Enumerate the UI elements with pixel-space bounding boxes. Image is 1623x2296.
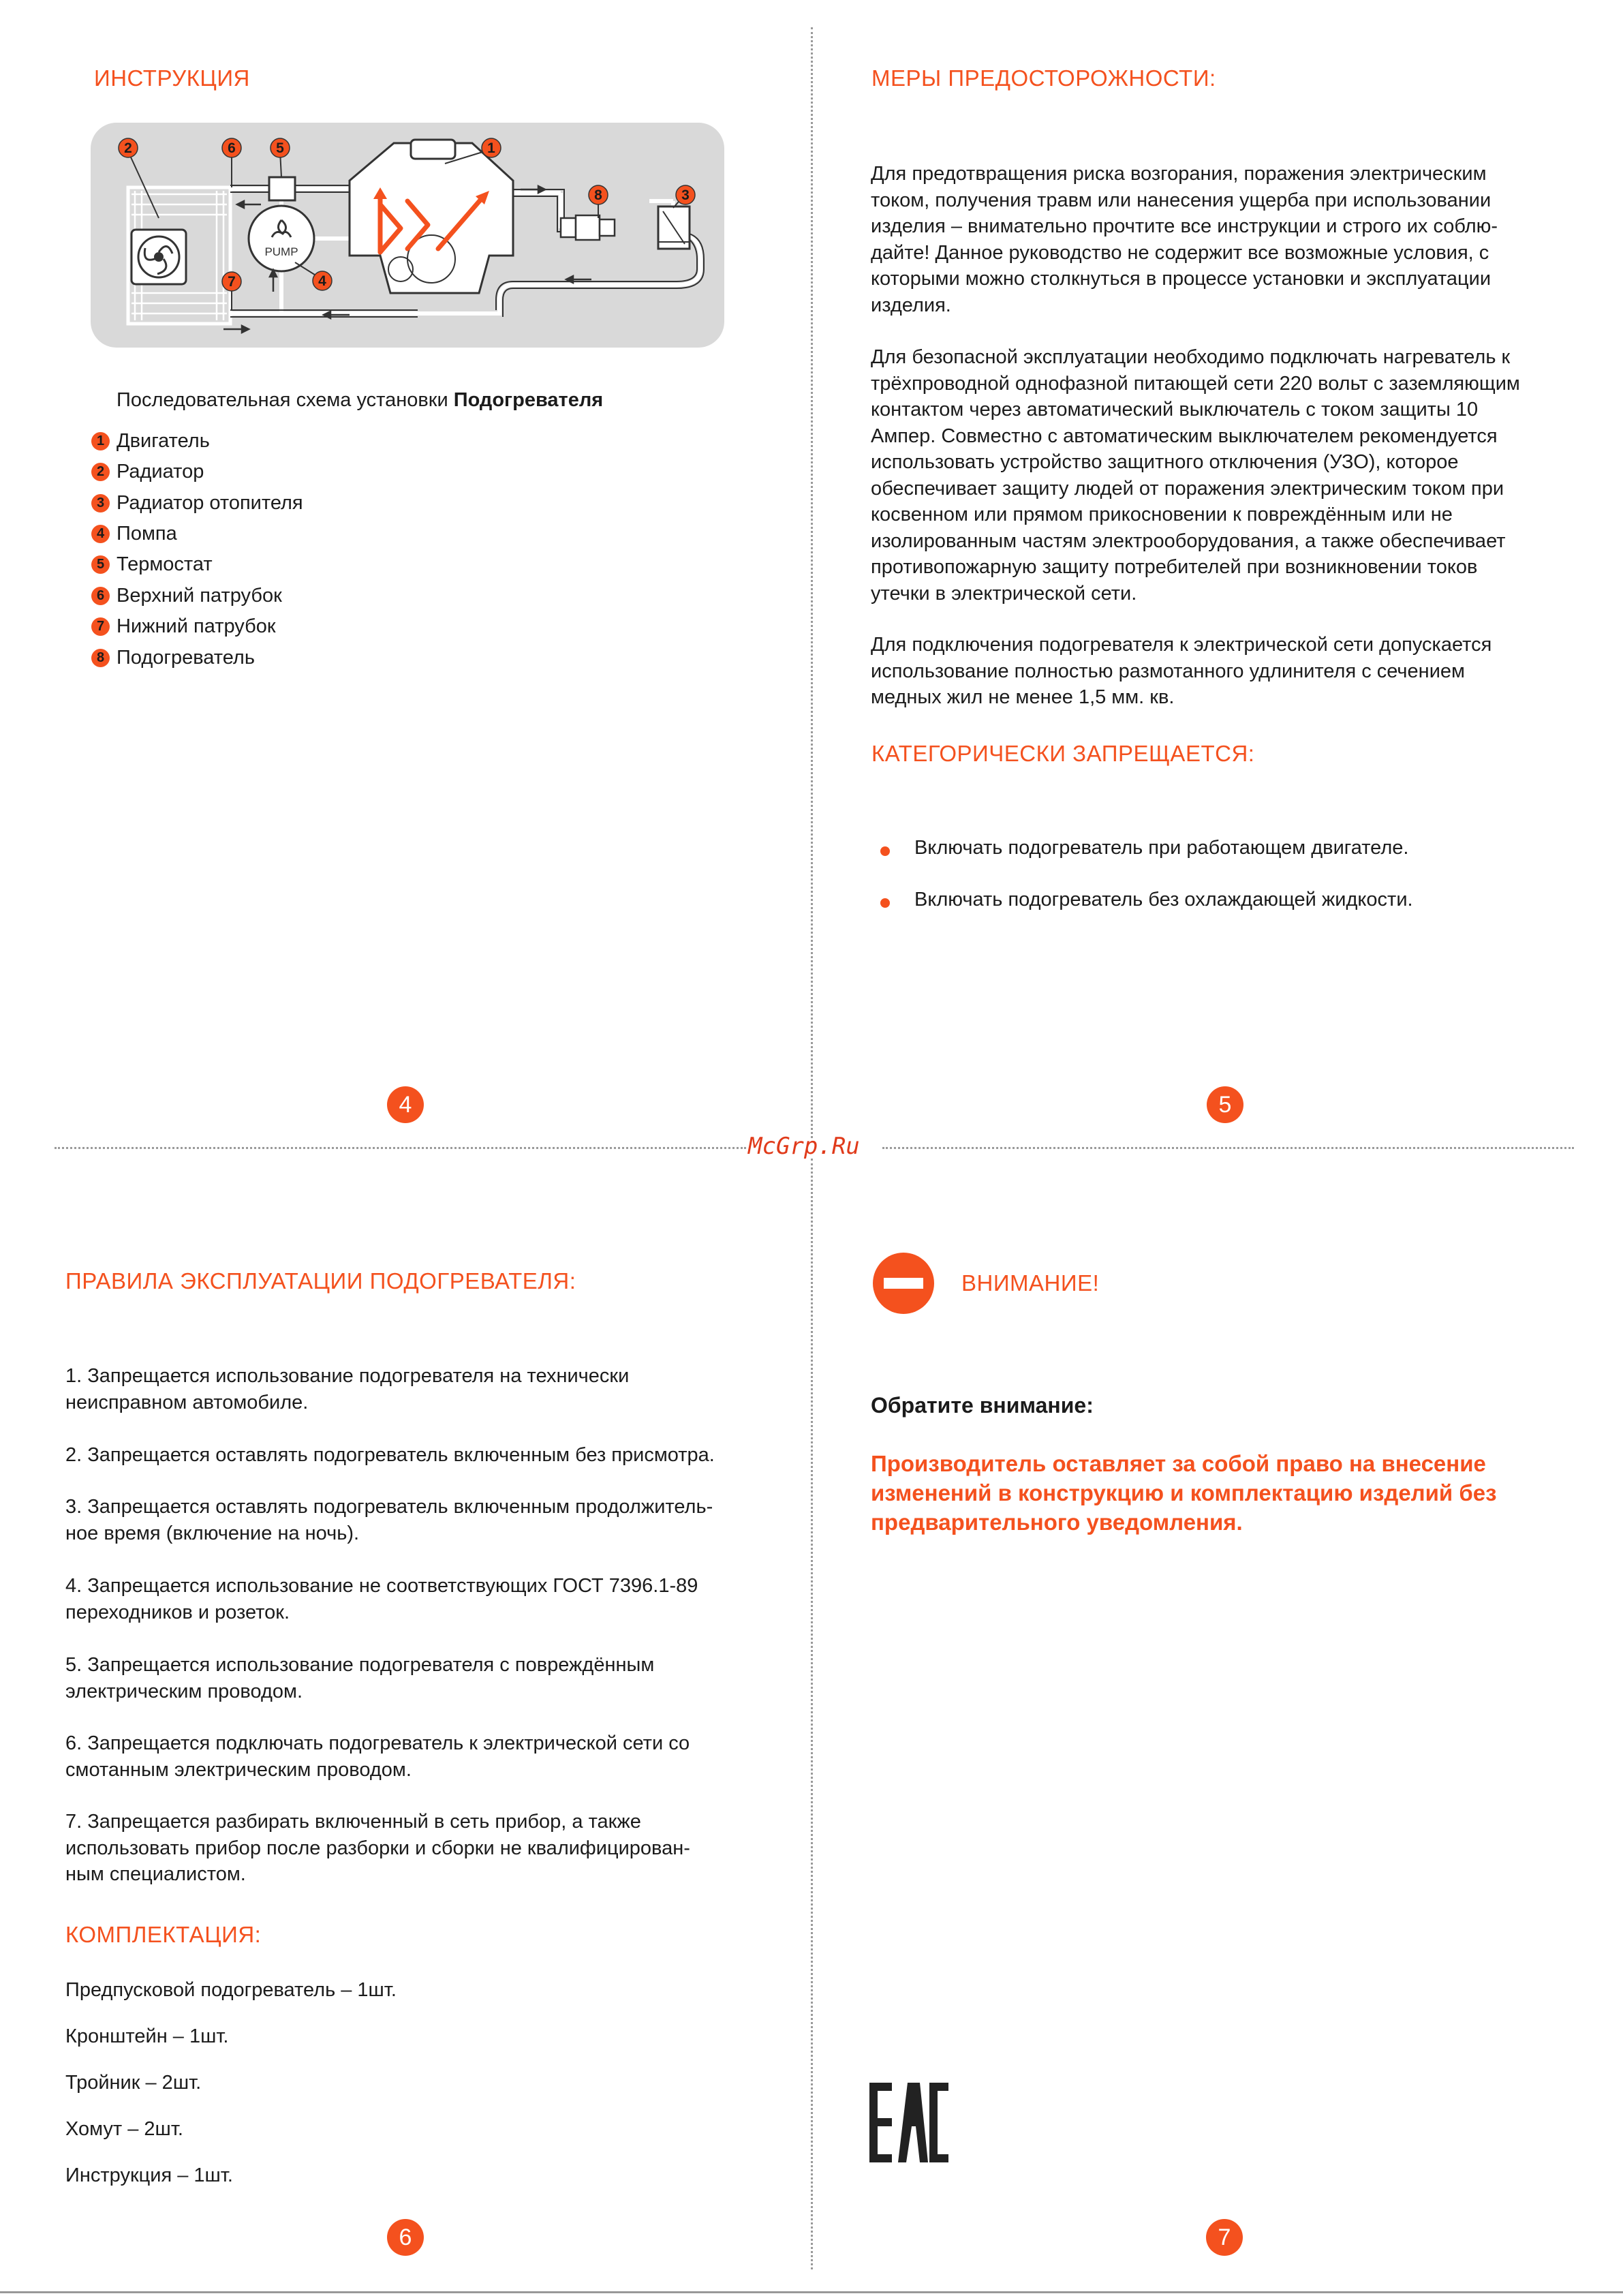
legend-label: Помпа [117,522,177,545]
page-number-5: 5 [1207,1086,1243,1123]
precautions-paragraph-1: Для предотвращения риска возгорания, поражения электрическим током, получения травм или нанесения ущерба при использовании изделия – внимательно прочтите все инструкции и строго их соблю- дайте! Данное руководство не содержит все возможные условия, с которыми можно столкнуться в процессе установки и эксплуатации изделия. [871,163,1498,316]
callout-4 [313,271,332,290]
svg-text:7: 7 [228,274,236,290]
page-number-4: 4 [387,1086,424,1123]
page-divider-vertical-top [811,27,813,1138]
rule-item-3: 3. Запрещается оставлять подогреватель включенным продолжитель- ное время (включение на ночь). [65,1496,713,1544]
instruction-heading: ИНСТРУКЦИЯ [94,65,250,91]
page-number-6: 6 [387,2219,424,2256]
caption-text: Последовательная схема установки [117,389,454,411]
kit-item: Тройник – 2шт. [65,2072,202,2094]
bullet-icon [880,846,890,856]
eac-mark [869,2083,948,2166]
callout-6 [222,138,241,157]
legend-label: Верхний патрубок [117,584,282,607]
legend-number: 8 [91,649,110,667]
legend-item [91,458,204,485]
legend-number: 3 [91,494,110,512]
page-divider-horizontal-left [55,1147,746,1149]
forbidden-item-text: Включать подогреватель при работающем двигателе. [914,837,1409,859]
no-entry-icon [873,1253,934,1314]
bottom-rule [0,2291,1623,2293]
legend-label: Подогреватель [117,646,255,669]
legend-item [91,520,177,547]
kit-item: Хомут – 2шт. [65,2118,183,2140]
eac-logo-icon [869,2083,948,2162]
page-number-7: 7 [1206,2219,1243,2256]
forbidden-heading: КАТЕГОРИЧЕСКИ ЗАПРЕЩАЕТСЯ: [871,741,1255,766]
note-label: Обратите внимание: [871,1393,1094,1418]
heater-icon [561,215,615,240]
callout-3 [676,185,695,204]
svg-text:3: 3 [681,187,690,203]
page-divider-vertical-bottom [811,1159,813,2269]
rule-item-6: 6. Запрещается подключать подогреватель к электрической сети со смотанным электрическим проводом. [65,1732,690,1781]
forbidden-item [880,887,1413,913]
legend-number: 2 [91,463,110,481]
precautions-heading: МЕРЫ ПРЕДОСТОРОЖНОСТИ: [871,65,1216,91]
svg-text:4: 4 [318,273,326,289]
attention-heading: ВНИМАНИЕ! [961,1270,1100,1296]
callout-5 [270,138,290,157]
legend-item [91,613,276,640]
svg-text:5: 5 [276,140,284,156]
legend-label: Радиатор отопителя [117,491,303,514]
legend-item [91,551,213,578]
pump-label: PUMP [264,245,298,258]
diagram-caption [117,387,603,414]
kit-item: Кронштейн – 1шт. [65,2025,229,2047]
legend-number: 5 [91,555,110,574]
callout-7 [222,272,241,291]
callout-1 [482,138,501,157]
bullet-icon [880,898,890,908]
svg-text:1: 1 [487,140,495,156]
rules-heading: ПРАВИЛА ЭКСПЛУАТАЦИИ ПОДОГРЕВАТЕЛЯ: [65,1268,576,1294]
rule-item-2: 2. Запрещается оставлять подогреватель включенным без присмотра. [65,1444,715,1466]
legend-number: 4 [91,525,110,543]
svg-text:8: 8 [594,187,602,203]
legend-number: 7 [91,617,110,636]
watermark: McGrp.Ru [748,1133,860,1160]
legend-label: Двигатель [117,429,210,452]
precautions-paragraph-3: Для подключения подогревателя к электрической сети допускается использование полностью размотанного удлинителя с сечением медных жил не менее 1,5 мм. кв. [871,634,1492,708]
rule-item-7: 7. Запрещается разбирать включенный в сеть прибор, а также использовать прибор после разборки и сборки не квалифицирован- ным специалистом. [65,1811,690,1885]
note-text: Производитель оставляет за собой право на внесение изменений в конструкцию и комплектацию изделий без предварительного уведомления. [871,1451,1497,1535]
page-divider-horizontal-right [882,1147,1574,1149]
legend-number: 6 [91,587,110,605]
forbidden-item [880,835,1408,861]
svg-text:2: 2 [124,140,132,156]
caption-bold: Подогревателя [453,389,604,411]
kit-item: Инструкция – 1шт. [65,2164,233,2186]
legend-label: Термостат [117,553,213,575]
legend-label: Нижний патрубок [117,615,276,637]
legend-item [91,582,282,609]
installation-diagram [91,123,724,348]
legend-number: 1 [91,432,110,450]
callout-2 [119,138,138,157]
legend-item [91,489,303,517]
thermostat-icon [269,177,295,200]
rule-item-5: 5. Запрещается использование подогревателя с повреждённым электрическим проводом. [65,1654,655,1702]
precautions-paragraph-2: Для безопасной эксплуатации необходимо подключать нагреватель к трёхпроводной однофазной питающей сети 220 вольт с заземляющим контактом через автоматический выключатель с током защиты 10 Ампер. Совместно с автоматическим выключателем рекомендуется использовать устройство защитного отключения (УЗО), которое обеспечивает защиту людей от поражения электрическим током при косвенном или прямом прикосновении к повреждённым или не изолированным частям электрооборудования, а также обеспечивает противопожарную защиту потребителей при возникновении токов утечки в электрической сети. [871,346,1520,604]
legend-item [91,427,210,455]
legend-item [91,644,255,671]
pump-icon [249,206,314,271]
kit-heading: КОМПЛЕКТАЦИЯ: [65,1922,262,1947]
rule-item-4: 4. Запрещается использование не соответствующих ГОСТ 7396.1-89 переходников и розеток. [65,1575,698,1623]
legend-label: Радиатор [117,460,204,483]
forbidden-item-text: Включать подогреватель без охлаждающей жидкости. [914,889,1413,910]
svg-text:6: 6 [228,140,236,156]
heater-radiator-icon [658,206,690,249]
rule-item-1: 1. Запрещается использование подогревателя на технически неисправном автомобиле. [65,1365,630,1413]
callout-8 [589,185,608,204]
kit-item: Предпусковой подогреватель – 1шт. [65,1979,397,2001]
